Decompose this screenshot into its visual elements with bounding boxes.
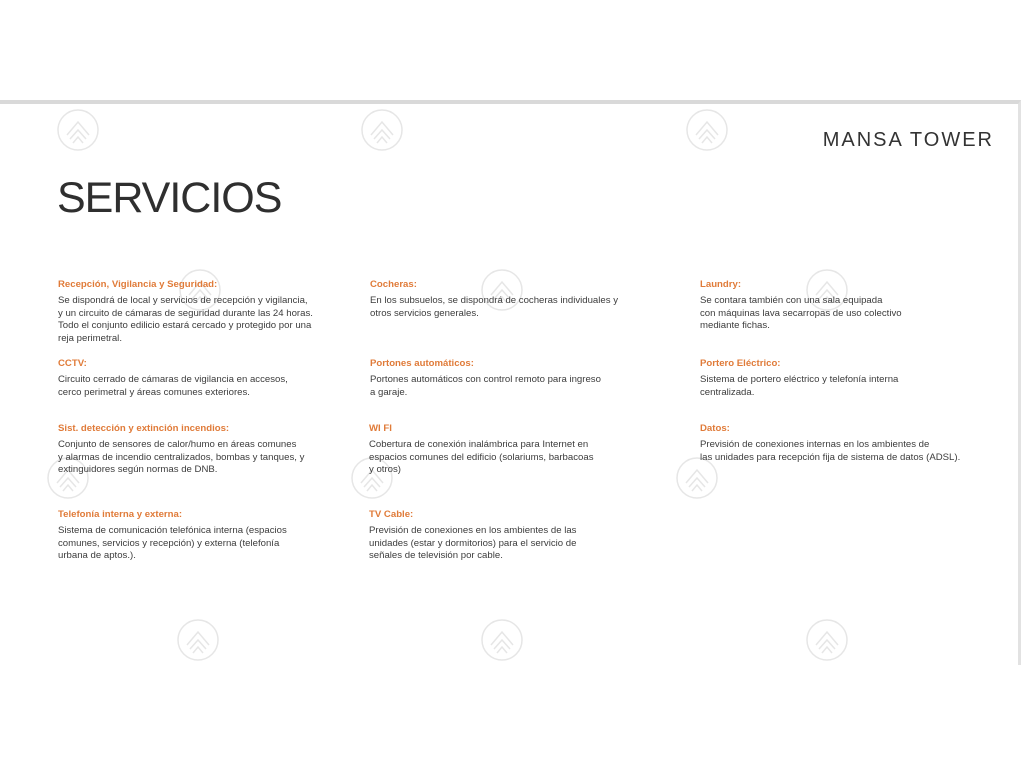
service-title: WI FI <box>369 423 392 434</box>
service-electric-doorman <box>700 357 1000 399</box>
service-title: Recepción, Vigilancia y Seguridad: <box>58 279 218 290</box>
service-description: Portones automáticos con control remoto para ingreso a garaje. <box>370 374 601 398</box>
service-description: Se contara también con una sala equipada con máquinas lava secarropas de uso colectivo mediante fichas. <box>700 295 902 332</box>
service-description: Circuito cerrado de cámaras de vigilancia en accesos, cerco perimetral y áreas comunes exteriores. <box>58 374 288 398</box>
service-title: Cocheras: <box>370 279 417 290</box>
service-description: Previsión de conexiones en los ambientes de las unidades (estar y dormitorios) para el servicio de señales de televisión por cable. <box>369 525 577 562</box>
watermark-logo-icon <box>480 618 524 662</box>
watermark-logo-icon <box>360 108 404 152</box>
service-cctv <box>58 357 333 399</box>
service-title: Portero Eléctrico: <box>700 358 781 369</box>
page-title: SERVICIOS <box>57 174 282 222</box>
service-telephony <box>58 508 333 563</box>
watermark-logo-icon <box>176 618 220 662</box>
service-description: Conjunto de sensores de calor/humo en áreas comunes y alarmas de incendio centralizados, bombas y tanques, y extinguidores según normas de DNB. <box>58 439 305 476</box>
service-fire-detection <box>58 422 333 477</box>
slide <box>0 100 1021 665</box>
service-title: Datos: <box>700 423 730 434</box>
service-description: Sistema de comunicación telefónica interna (espacios comunes, servicios y recepción) y externa (telefonía urbana de aptos.). <box>58 525 287 562</box>
service-description: Previsión de conexiones internas en los ambientes de las unidades para recepción fija de sistema de datos (ADSL). <box>700 439 961 463</box>
service-description: Se dispondrá de local y servicios de recepción y vigilancia, y un circuito de cámaras de seguridad durante las 24 horas. Todo el conjunto edilicio estará cercado y protegido por una reja perimetral. <box>58 295 313 344</box>
service-title: TV Cable: <box>369 509 414 520</box>
service-description: En los subsuelos, se dispondrá de cocheras individuales y otros servicios generales. <box>370 295 618 319</box>
watermark-logo-icon <box>56 108 100 152</box>
service-laundry <box>700 278 1000 333</box>
service-garages <box>370 278 645 320</box>
service-title: Portones automáticos: <box>370 358 474 369</box>
watermark-logo-icon <box>685 108 729 152</box>
watermark-logo-icon <box>805 618 849 662</box>
brand-name: MANSA TOWER <box>822 129 994 151</box>
service-description: Cobertura de conexión inalámbrica para Internet en espacios comunes del edificio (solariums, barbacoas y otros) <box>369 439 594 476</box>
service-wifi <box>369 422 644 477</box>
service-data <box>700 422 1000 464</box>
service-automatic-gates <box>370 357 645 399</box>
service-title: Sist. detección y extinción incendios: <box>58 423 230 434</box>
service-title: Laundry: <box>700 279 742 290</box>
service-description: Sistema de portero eléctrico y telefonía interna centralizada. <box>700 374 899 398</box>
service-title: CCTV: <box>58 358 87 369</box>
service-tv-cable <box>369 508 644 563</box>
service-reception-security <box>58 278 333 345</box>
service-title: Telefonía interna y externa: <box>58 509 183 520</box>
